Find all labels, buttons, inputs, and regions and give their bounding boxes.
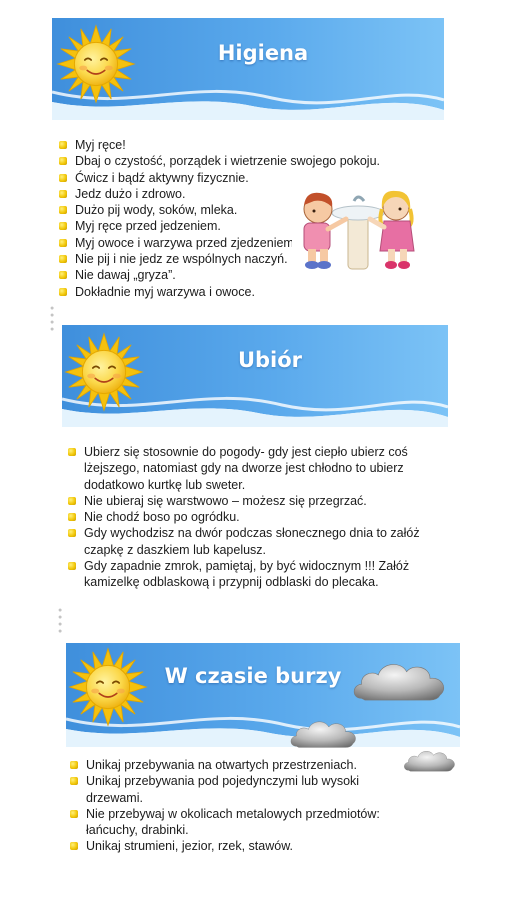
sun-icon (68, 647, 148, 727)
list-item: Gdy zapadnie zmrok, pamiętaj, by być widocznym !!! Załóż kamizelkę odblaskową i przypnij odblaski do plecaka. (66, 558, 442, 591)
decorative-dots: ● ● ● ● (58, 607, 66, 635)
list-item: Nie ubieraj się warstwowo – możesz się przegrzać. (66, 493, 442, 509)
storm-cloud-icon (402, 744, 458, 776)
list-item: Nie dawaj „gryza”. (57, 267, 437, 283)
slide-title: Ubiór (237, 348, 303, 372)
list-item: Myj owoce i warzywa przed zjedzeniem. (57, 235, 437, 251)
list-item: Unikaj strumieni, jezior, rzek, stawów. (68, 838, 408, 854)
list-item: Myj ręce przed jedzeniem. (57, 218, 437, 234)
list-item: Dbaj o czystość, porządek i wietrzenie swojego pokoju. (57, 153, 437, 169)
storm-cloud-icon (288, 712, 360, 754)
list-item: Gdy wychodzisz na dwór podczas słonecznego dnia to załóż czapkę z daszkiem lub kapelusz. (66, 525, 442, 558)
list-item: Unikaj przebywania pod pojedynczymi lub wysoki drzewami. (68, 773, 408, 806)
list-item: Nie chodź boso po ogródku. (66, 509, 442, 525)
list-item: Unikaj przebywania na otwartych przestrzeniach. (68, 757, 408, 773)
list-item: Nie przebywaj w okolicach metalowych przedmiotów: łańcuchy, drabinki. (68, 806, 408, 839)
storm-list (68, 757, 408, 855)
slide-title: W czasie burzy (164, 664, 342, 688)
list-item: Jedz dużo i zdrowo. (57, 186, 437, 202)
decorative-dots: ● ● ● ● (50, 305, 58, 333)
clothing-list (66, 444, 442, 591)
list-item: Dużo pij wody, soków, mleka. (57, 202, 437, 218)
storm-cloud-icon (350, 652, 450, 708)
children-washing-hands-illustration (292, 183, 422, 273)
sun-icon (64, 332, 144, 412)
list-item: Nie pij i nie jedz ze wspólnych naczyń. (57, 251, 437, 267)
list-item: Ćwicz i bądź aktywny fizycznie. (57, 170, 437, 186)
sun-icon (56, 24, 136, 104)
list-item: Dokładnie myj warzywa i owoce. (57, 284, 437, 300)
list-item: Ubierz się stosownie do pogody- gdy jest ciepło ubierz coś lżejszego, natomiast gdy na dworze jest chłodno to ubierz dodatkowo kurtkę lub sweter. (66, 444, 442, 493)
slide-title: Higiena (217, 41, 309, 65)
list-item: Myj ręce! (57, 137, 437, 153)
